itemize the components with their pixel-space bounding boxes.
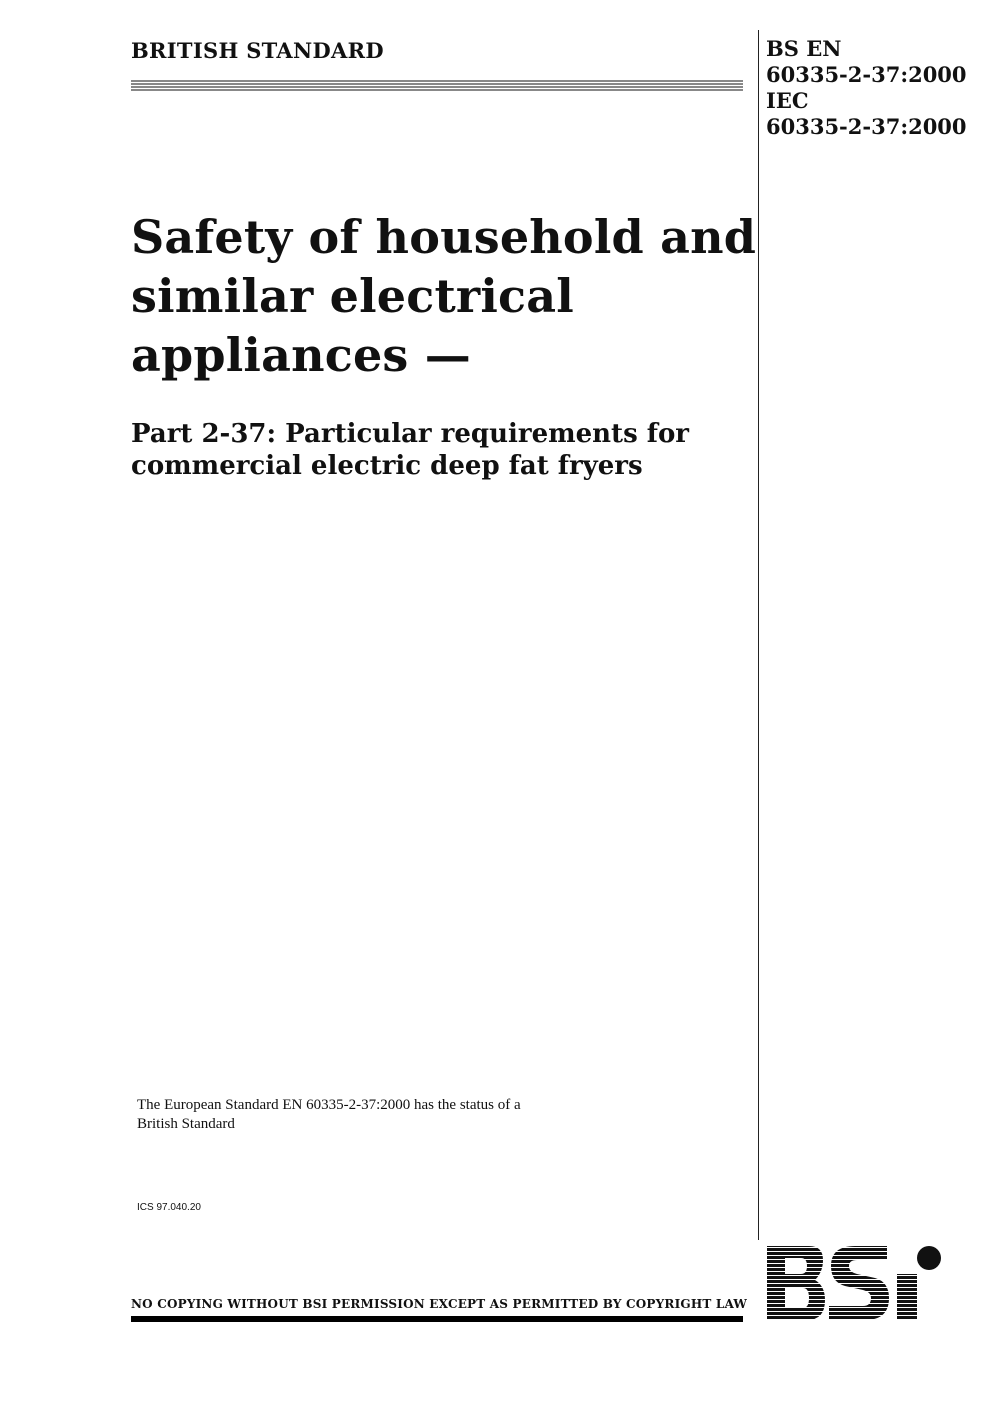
title-line-2: similar electrical <box>131 269 574 323</box>
ics-code: ICS 97.040.20 <box>137 1202 201 1213</box>
document-subtitle <box>131 418 731 482</box>
copyright-notice: NO COPYING WITHOUT BSI PERMISSION EXCEPT AS PERMITTED BY COPYRIGHT LAW <box>131 1297 748 1311</box>
document-title <box>131 208 757 385</box>
bsi-logo-icon <box>767 1244 942 1322</box>
standard-number-iec-code: 60335-2-37:2000 <box>766 114 967 139</box>
status-note-line-2: British Standard <box>137 1116 235 1132</box>
standard-numbers <box>766 36 967 140</box>
footer-rule <box>131 1316 743 1322</box>
standard-number-bs-en: BS EN <box>766 36 842 61</box>
standard-number-bs-en-code: 60335-2-37:2000 <box>766 62 967 87</box>
vertical-divider <box>758 30 759 1240</box>
subtitle-line-1: Part 2-37: Particular requirements for <box>131 419 689 449</box>
status-note <box>137 1096 521 1134</box>
standard-number-iec: IEC <box>766 88 809 113</box>
title-line-3: appliances — <box>131 328 471 382</box>
title-line-1: Safety of household and <box>131 210 757 264</box>
header-label: BRITISH STANDARD <box>131 38 384 63</box>
subtitle-line-2: commercial electric deep fat fryers <box>131 451 643 481</box>
status-note-line-1: The European Standard EN 60335-2-37:2000 has the status of a <box>137 1097 521 1113</box>
header-rule <box>131 80 743 91</box>
